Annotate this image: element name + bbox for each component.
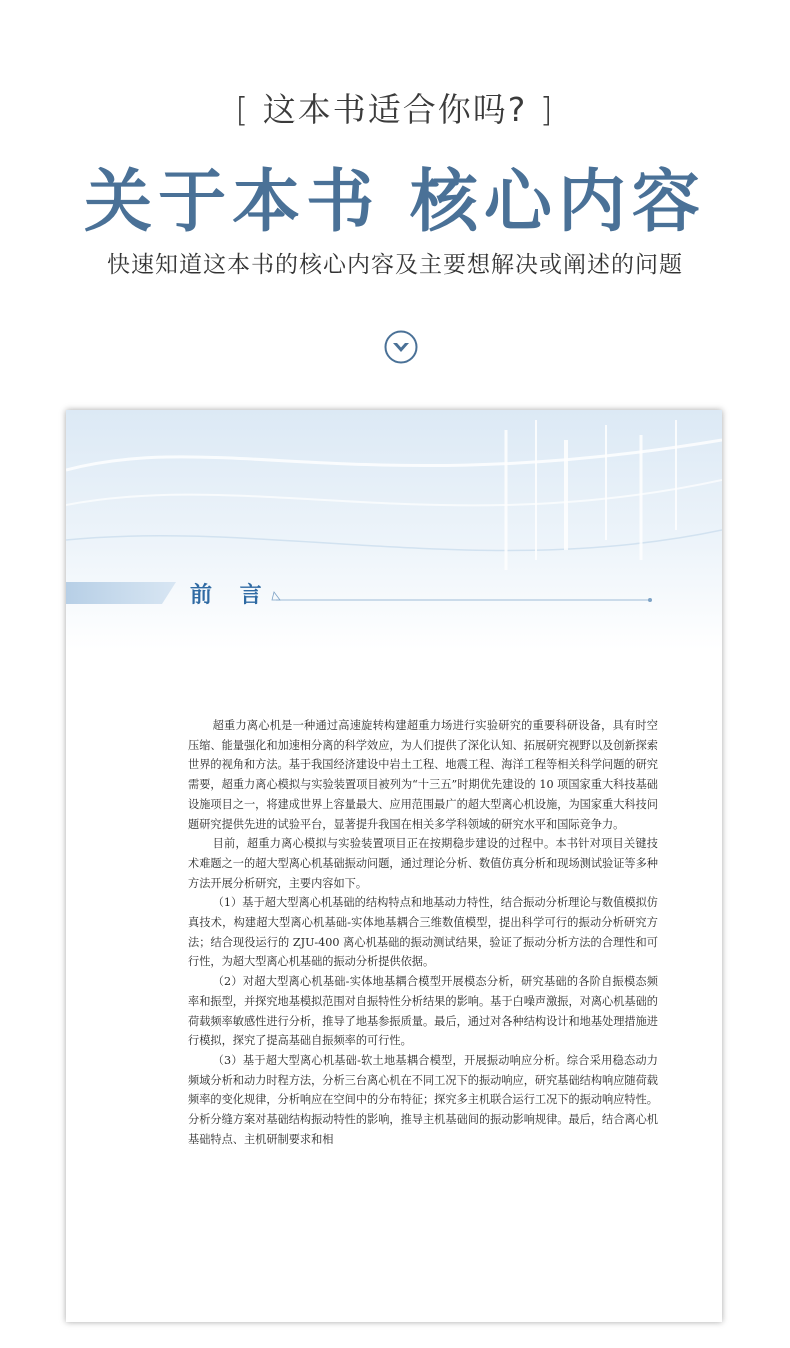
main-title: 关于本书 核心内容 [84,162,706,242]
bracket-close: ] [539,90,555,129]
subtitle: 快速知道这本书的核心内容及主要想解决或阐述的问题 [107,252,683,278]
page-banner [66,410,722,650]
paragraph: （2）对超大型离心机基础-实体地基耦合模型开展模态分析，研究基础的各阶自振模态频率和振型，并探究地基模拟范围对自振特性分析结果的影响。基于白噪声激振，对离心机基础的荷载频率敏感性进行分析，推导了地基参振质量。最后，通过对各种结构设计和地基处理措施进行模拟，探究了提高基础自振频率的可行性。 [188,975,658,1048]
paragraph: 目前，超重力离心模拟与实验装置项目正在按期稳步建设的过程中。本书针对项目关键技术难题之一的超大型离心机基础振动问题，通过理论分析、数值仿真分析和现场测试验证等多种方法开展分析研究，主要内容如下。 [188,837,658,890]
chevron-down-circle-icon [384,330,418,364]
preface-body [188,716,658,1149]
question-text: 这本书适合你吗? [262,90,528,129]
paragraph: （3）基于超大型离心机基础-软土地基耦合模型，开展振动响应分析。综合采用稳态动力频域分析和动力时程方法，分析三台离心机在不同工况下的振动响应，研究基础结构响应随荷载频率的变化规律，分析响应在空间中的分布特征；探究多主机联合运行工况下的振动响应特性。分析分缝方案对基础结构振动特性的影响，推导主机基础间的振动影响规律。最后，结合离心机基础特点、主机研制要求和相 [188,1053,658,1146]
question-tagline [0,84,790,131]
paragraph: 超重力离心机是一种通过高速旋转构建超重力场进行实验研究的重要科研设备，具有时空压缩、能量强化和加速相分离的科学效应，为人们提供了深化认知、拓展研究视野以及创新探索世界的视角和方法。基于我国经济建设中岩土工程、地震工程、海洋工程等相关科学问题的研究需要，超重力离心模拟与实验装置项目被列为“十三五”时期优先建设的 10 项国家重大科技基础设施项目之一，将建成世界上容量最大、应用范围最广的超大型离心机设施，为国家重大科技问题研究提供先进的试验平台，显著提升我国在相关多学科领域的研究水平和国际竞争力。 [188,719,658,831]
paragraph: （1）基于超大型离心机基础的结构特点和地基动力特性，结合振动分析理论与数值模拟仿真技术，构建超大型离心机基础-实体地基耦合三维数值模型，提出科学可行的振动分析研究方法；结合现役运行的 ZJU-400 离心机基础的振动测试结果，验证了振动分析方法的合理性和可行性，为超大型离心机基础的振动分析提供依据。 [188,896,658,969]
section-title: 前 言 [190,582,272,608]
book-page [66,410,722,1322]
bracket-open: [ [235,90,251,129]
